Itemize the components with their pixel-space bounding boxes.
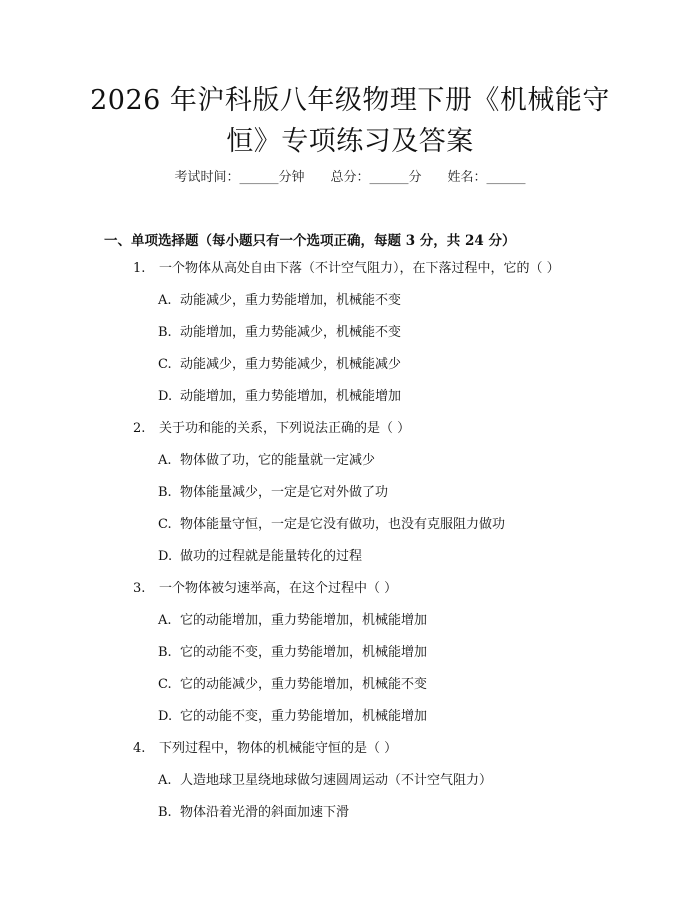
question-text: 下列过程中，物体的机械能守恒的是（ ） (159, 741, 398, 756)
question-number: 1. (133, 261, 146, 276)
option-text: 人造地球卫星绕地球做匀速圆周运动（不计空气阻力） (180, 773, 493, 788)
option-letter: B. (158, 325, 172, 340)
question-1 (133, 259, 560, 279)
question-2-option-b (158, 483, 388, 503)
option-text: 物体沿着光滑的斜面加速下滑 (180, 805, 350, 820)
question-1-option-d (158, 387, 401, 407)
option-text: 它的动能不变，重力势能增加，机械能增加 (180, 709, 428, 724)
student-name-field: 姓名：______ (447, 170, 526, 185)
option-text: 物体能量减少，一定是它对外做了功 (180, 485, 389, 500)
question-2-option-c (158, 515, 505, 535)
option-text: 它的动能减少，重力势能增加，机械能不变 (180, 677, 428, 692)
question-3-option-b (158, 643, 427, 663)
question-3-option-d (158, 707, 427, 727)
question-3-option-a (158, 611, 427, 631)
question-2-option-d (158, 547, 362, 567)
option-letter: C. (158, 677, 172, 692)
option-letter: A. (158, 773, 172, 788)
question-text: 一个物体从高处自由下落（不计空气阻力），在下落过程中，它的（ ） (159, 261, 560, 276)
question-3-option-c (158, 675, 427, 695)
question-number: 3. (133, 581, 146, 596)
option-letter: D. (158, 389, 173, 404)
option-text: 做功的过程就是能量转化的过程 (180, 549, 363, 564)
question-3 (133, 579, 397, 599)
question-2-option-a (158, 451, 375, 471)
option-letter: C. (158, 517, 172, 532)
question-1-option-b (158, 323, 401, 343)
question-4-option-a (158, 771, 492, 791)
question-2 (133, 419, 410, 439)
option-letter: B. (158, 485, 172, 500)
question-number: 2. (133, 421, 146, 436)
question-text: 一个物体被匀速举高，在这个过程中（ ） (159, 581, 398, 596)
option-letter: A. (158, 453, 172, 468)
question-4 (133, 739, 397, 759)
option-letter: D. (158, 549, 173, 564)
question-text: 关于功和能的关系，下列说法正确的是（ ） (159, 421, 411, 436)
option-text: 动能减少，重力势能减少，机械能减少 (180, 357, 402, 372)
option-text: 物体能量守恒，一定是它没有做功，也没有克服阻力做功 (180, 517, 506, 532)
option-text: 动能减少，重力势能增加，机械能不变 (180, 293, 402, 308)
option-text: 物体做了功，它的能量就一定减少 (180, 453, 376, 468)
question-4-option-b (158, 803, 349, 823)
section-heading: 一、单项选择题（每小题只有一个选项正确，每题 3 分，共 24 分） (104, 233, 516, 249)
question-1-option-a (158, 291, 401, 311)
option-text: 动能增加，重力势能减少，机械能不变 (180, 325, 402, 340)
option-text: 它的动能不变，重力势能增加，机械能增加 (180, 645, 428, 660)
exam-info (0, 168, 700, 188)
option-letter: D. (158, 709, 173, 724)
question-number: 4. (133, 741, 146, 756)
total-score-field: 总分：______分 (330, 170, 422, 185)
option-text: 它的动能增加，重力势能增加，机械能增加 (180, 613, 428, 628)
question-1-option-c (158, 355, 401, 375)
option-letter: B. (158, 805, 172, 820)
document-title-line-1: 2026 年沪科版八年级物理下册《机械能守 (90, 85, 610, 116)
exam-time-field: 考试时间：______分钟 (174, 170, 305, 185)
option-letter: A. (158, 613, 172, 628)
option-text: 动能增加，重力势能增加，机械能增加 (180, 389, 402, 404)
option-letter: B. (158, 645, 172, 660)
option-letter: A. (158, 293, 172, 308)
document-title-line-2: 恒》专项练习及答案 (226, 126, 474, 157)
option-letter: C. (158, 357, 172, 372)
